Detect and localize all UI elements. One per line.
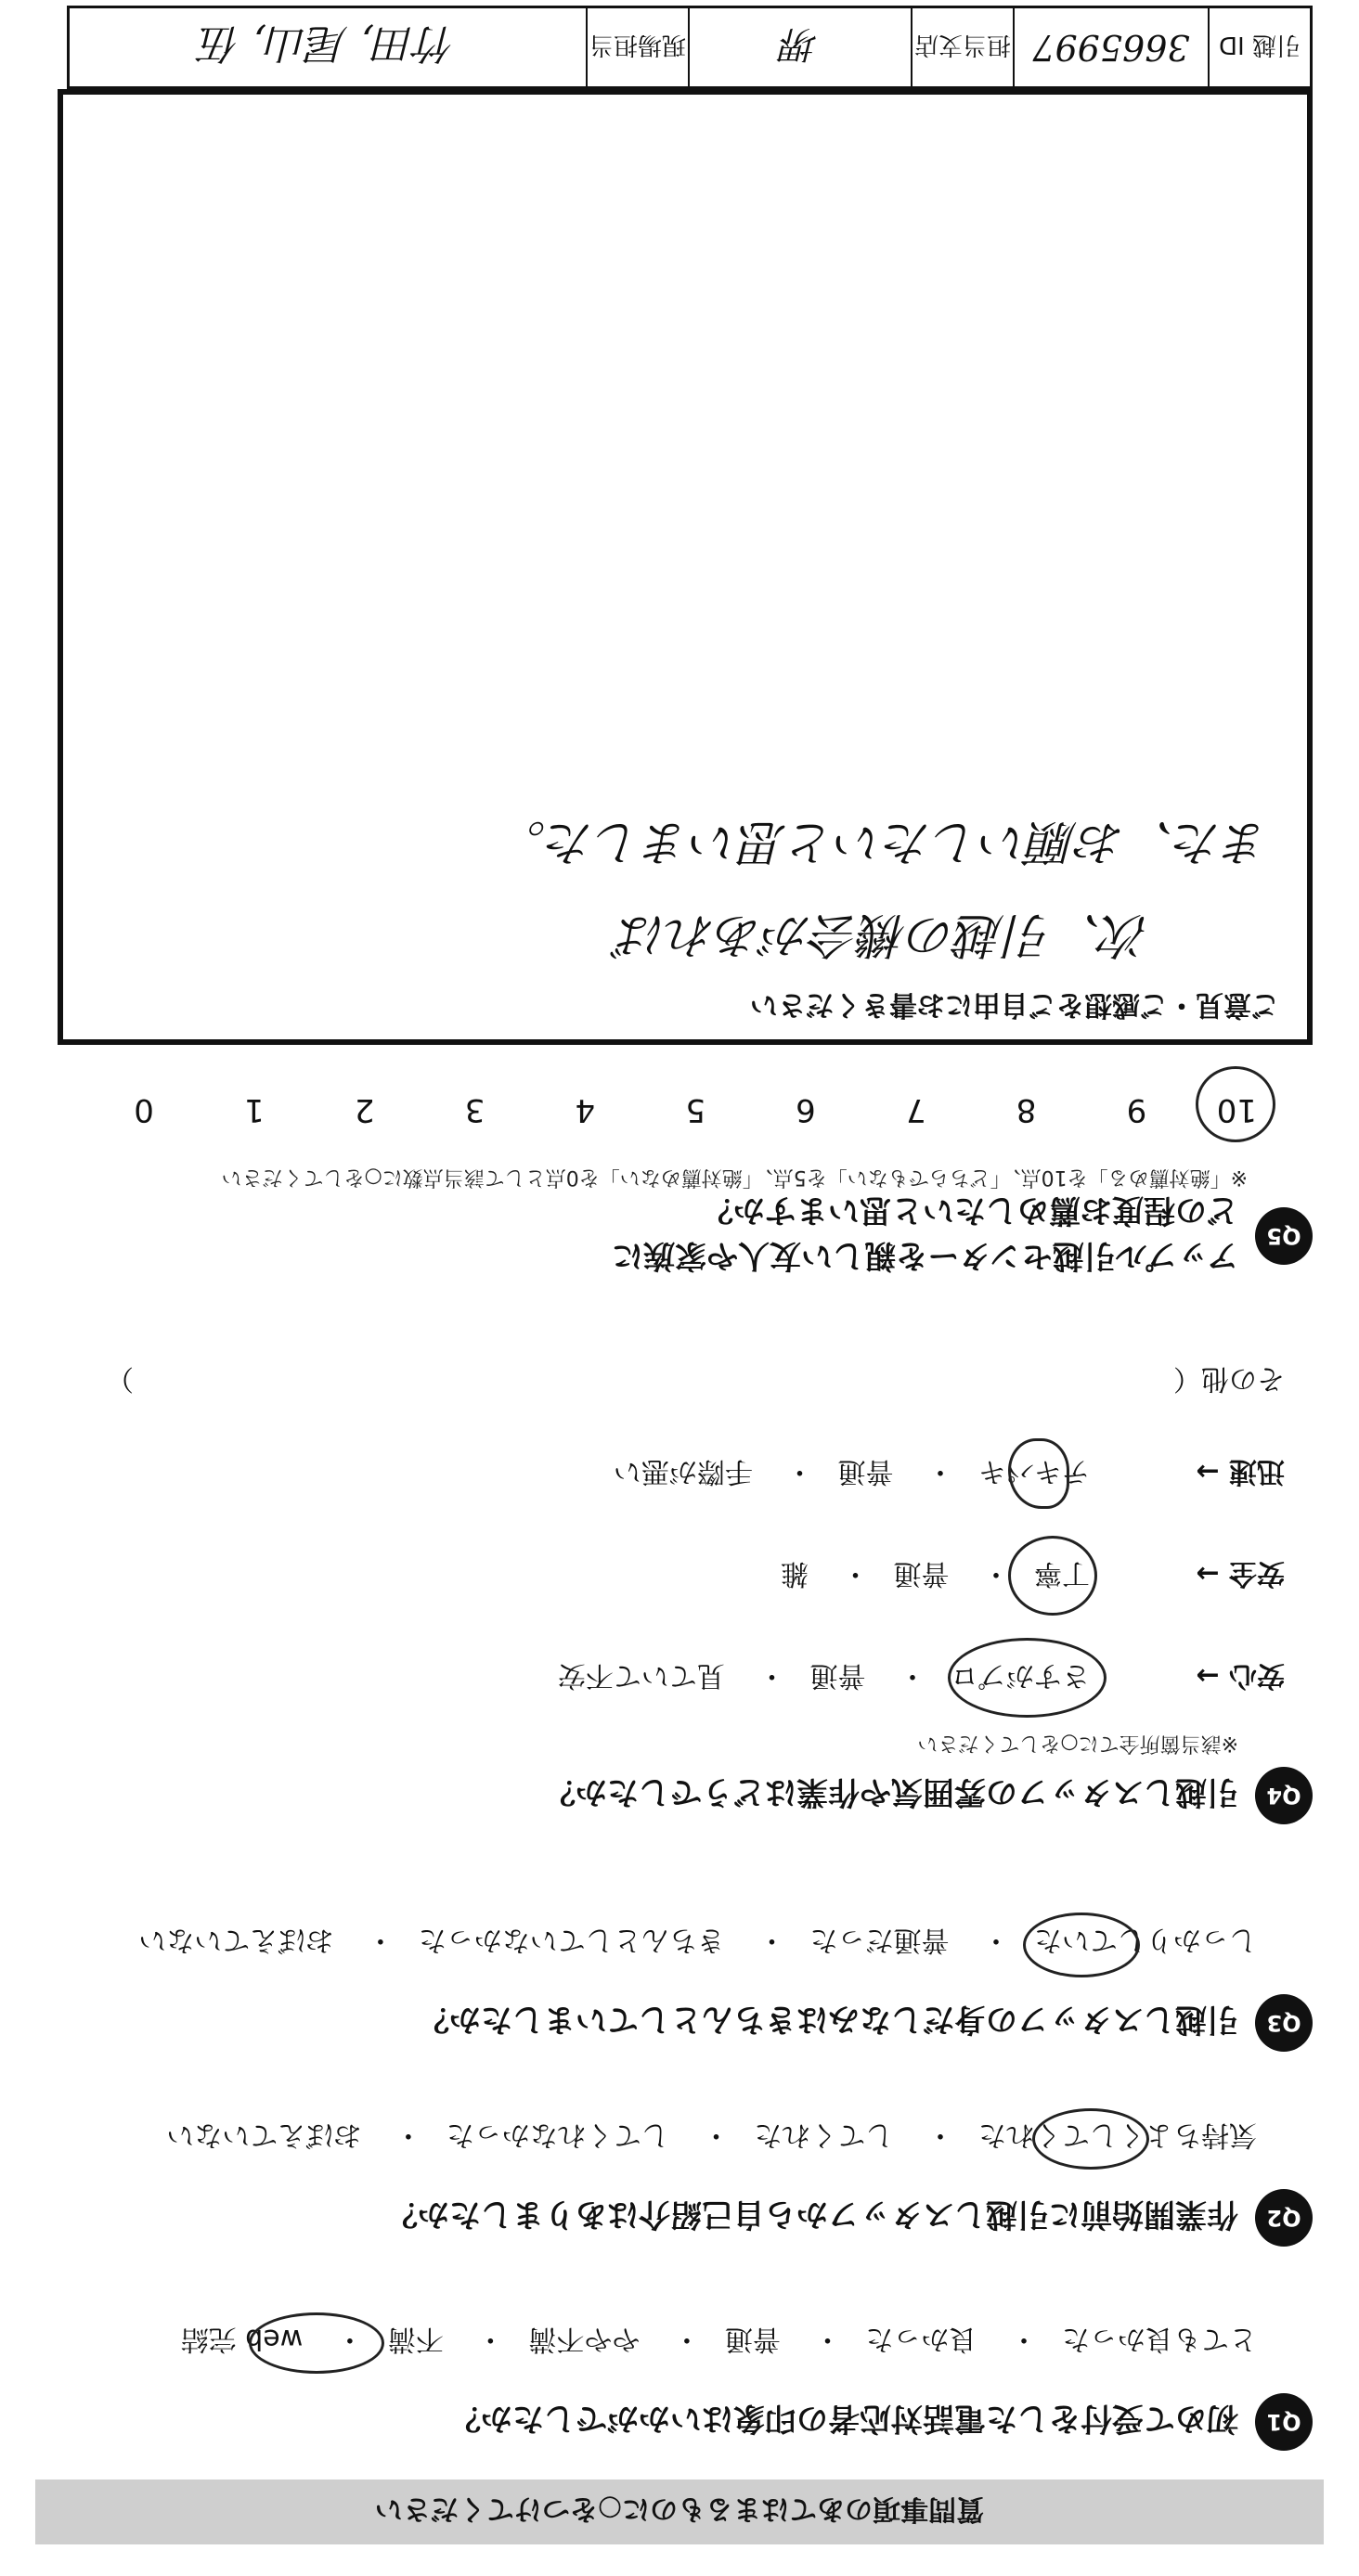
q4-option[interactable]: 手際が悪い [613, 1455, 753, 1488]
q4-option[interactable]: さすがプロ [951, 1659, 1090, 1692]
q4-note: ※該当箇所全てに○をしてください [917, 1732, 1238, 1755]
q3-badge: Q3 [1255, 1994, 1313, 2052]
q4-option[interactable]: 見ていて不安 [557, 1659, 725, 1692]
q5-note: ※「絶対薦める」を10点、「どちらでもない」を5点、「絶対薦めない」を0点として該当点数に○をしてください [221, 1166, 1248, 1189]
q3-selection-mark [1023, 1913, 1140, 1977]
q2-option[interactable]: おぼえていない [166, 2119, 362, 2151]
q2-selection-mark [1032, 2108, 1149, 2170]
q5-text [612, 1191, 1238, 1282]
q4-option[interactable]: 普通 [837, 1455, 894, 1488]
q4-row-options: 丁寧・ 普通・ 雑 [780, 1557, 1090, 1590]
leader-value: 竹田, 尾山, 伍 [200, 19, 456, 67]
q4-row-label: 迅速 → [1196, 1455, 1285, 1488]
q4-badge: Q4 [1255, 1767, 1313, 1824]
q4-option[interactable]: テキパキ [978, 1455, 1090, 1488]
q4-text: 引越しスタッフの雰囲気や作業はどうでしたか？ [544, 1773, 1238, 1811]
q1-option[interactable]: とても良かった [1062, 2323, 1257, 2355]
q4-row-options: さすがプロ・ 普通・ 見ていて不安 [557, 1659, 1090, 1692]
leader-label: 現場担当 [586, 8, 688, 86]
q5-score[interactable]: 1 [244, 1091, 265, 1128]
question-5 [612, 1191, 1313, 1282]
q2-option[interactable]: 気持ちよくしてくれた [978, 2119, 1257, 2151]
q4-anshin-selection-mark [948, 1638, 1107, 1718]
q5-selection-mark [1196, 1066, 1275, 1142]
q5-scale [54, 1091, 1257, 1128]
comment-line-2: また、お願いしたいと思いました。 [497, 814, 1270, 869]
q5-score[interactable]: 9 [1126, 1091, 1147, 1128]
q1-text: 初めて受付をした電話対応者の印象はいかがでしたか？ [449, 2400, 1238, 2438]
q4-row-label: 安全 → [1196, 1557, 1285, 1590]
q1-options: とても良かった・ 良かった・ 普通・ やや不満・ 不満・ web 完結 [180, 2323, 1257, 2355]
q4-jinsoku-selection-mark [1008, 1438, 1069, 1509]
q4-other-label: その他（ [1173, 1362, 1285, 1395]
q5-text-line2: どの程度お薦めしたいと思いますか？ [702, 1191, 1238, 1229]
q3-option[interactable]: 普通だった [809, 1924, 950, 1956]
q4-option[interactable]: 普通 [809, 1659, 866, 1692]
q5-score[interactable]: 6 [796, 1091, 816, 1128]
q1-selection-mark [249, 2312, 384, 2374]
q5-score[interactable]: 10 [1216, 1091, 1257, 1128]
q3-options: しっかりしていた・ 普通だった・ きちんとしていなかった・ おぼえていない [138, 1924, 1257, 1956]
q2-options: 気持ちよくしてくれた・ してくれた・ してくれなかった・ おぼえていない [166, 2119, 1257, 2151]
id-label: 引越 ID [1208, 8, 1310, 86]
comment-box[interactable] [58, 89, 1313, 1045]
q3-option[interactable]: しっかりしていた [1034, 1924, 1257, 1956]
q4-option[interactable]: 普通 [893, 1557, 950, 1590]
q4-row-options: テキパキ・ 普通・ 手際が悪い [613, 1455, 1090, 1488]
q1-option[interactable]: web 完結 [180, 2323, 304, 2355]
q3-text: 引越しスタッフの身だしなみはきちんとしていましたか？ [418, 2001, 1238, 2039]
q1-option[interactable]: やや不満 [528, 2323, 641, 2355]
q1-badge: Q1 [1255, 2393, 1313, 2451]
q4-option[interactable]: 雑 [780, 1557, 809, 1590]
q1-option[interactable]: 不満 [387, 2323, 444, 2355]
q5-score[interactable]: 5 [685, 1091, 705, 1128]
comment-label: ご意見・ご感想をご自由にお書きください [750, 988, 1279, 1021]
q1-option[interactable]: 普通 [724, 2323, 781, 2355]
q4-row-label: 安心 → [1196, 1659, 1285, 1692]
question-1 [449, 2393, 1313, 2451]
q5-text-line1: アップル引越センターを親しい友人や家族に [612, 1237, 1238, 1274]
q4-option[interactable]: 丁寧 [1034, 1557, 1090, 1590]
q5-score[interactable]: 7 [905, 1091, 926, 1128]
question-2 [386, 2189, 1313, 2247]
q4-other-close: ） [106, 1362, 134, 1395]
q5-score[interactable]: 4 [575, 1091, 596, 1128]
q5-score[interactable]: 0 [134, 1091, 154, 1128]
comment-line-1: 次、引越の機会があれば [617, 907, 1149, 962]
q5-score[interactable]: 8 [1016, 1091, 1037, 1128]
instructions-banner: 質問事項のあてはまるものに○をつけてください [35, 2479, 1324, 2544]
branch-label: 担当支店 [911, 8, 1013, 86]
q2-text: 作業開始前に引越しスタッフから自己紹介はありましたか？ [386, 2196, 1238, 2234]
question-3 [418, 1994, 1313, 2052]
q4-other [1173, 1361, 1285, 1402]
branch-value: 堺 [688, 8, 911, 86]
q3-option[interactable]: おぼえていない [138, 1924, 334, 1956]
q5-badge: Q5 [1255, 1207, 1313, 1265]
q2-option[interactable]: してくれなかった [446, 2119, 669, 2151]
question-4 [544, 1767, 1313, 1824]
header-table [67, 6, 1313, 89]
q5-score[interactable]: 3 [464, 1091, 485, 1128]
q5-score[interactable]: 2 [354, 1091, 375, 1128]
q1-option[interactable]: 良かった [865, 2323, 977, 2355]
q2-option[interactable]: してくれた [754, 2119, 894, 2151]
q4-anzen-selection-mark [1008, 1536, 1097, 1616]
q3-option[interactable]: きちんとしていなかった [418, 1924, 725, 1956]
q2-badge: Q2 [1255, 2189, 1313, 2247]
id-value: 3665997 [1013, 8, 1208, 86]
